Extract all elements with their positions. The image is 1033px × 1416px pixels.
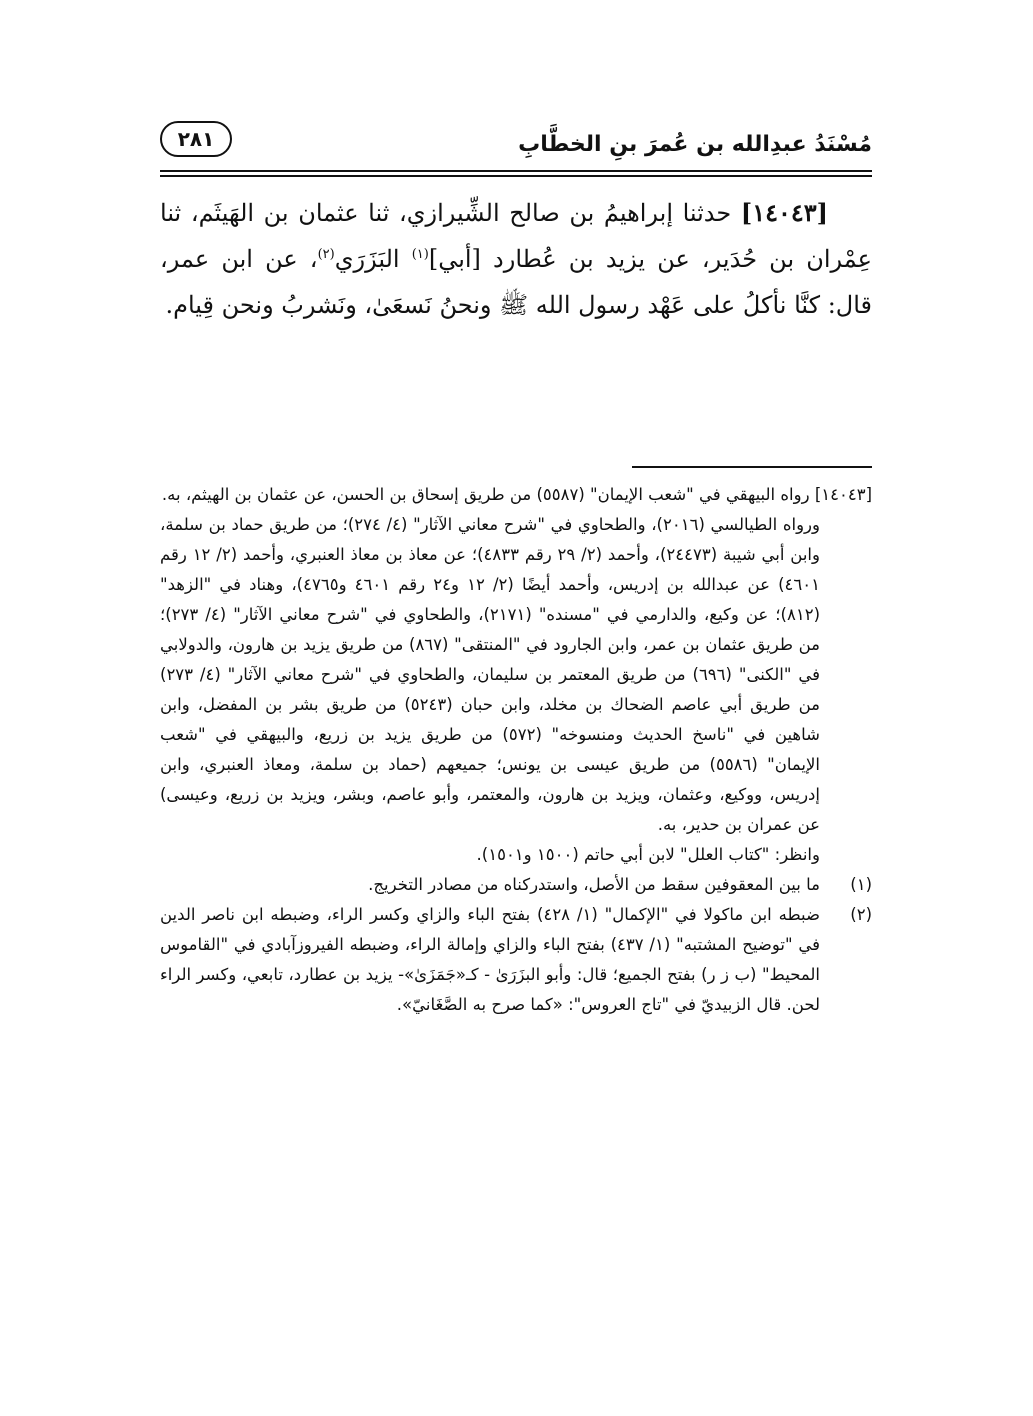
header-rule-bottom (160, 175, 872, 177)
footnote-1-text: ما بين المعقوفين سقط من الأصل، واستدركناه من مصادر التخريج. (368, 875, 820, 894)
hadith-paragraph (160, 190, 872, 328)
footnote-1-marker: (١) (850, 875, 872, 894)
takhrij-paragraph-1 (160, 480, 872, 510)
running-title: مُسْنَدُ عبدِالله بن عُمرَ بنِ الخطَّابِ (518, 132, 872, 157)
footnote-2-marker: (٢) (850, 905, 872, 924)
hadith-text-part1: حدثنا إبراهيمُ بن صالح الشِّيرازي، ثنا عثمان بن الهَيثَم، ثنا عِمْران بن حُدَير، عن يزيد بن عُطارد [أبي] (160, 199, 872, 273)
page-number: ٢٨١ (160, 121, 232, 157)
takhrij-label: [١٤٠٤٣] (814, 485, 872, 504)
footnotes (160, 480, 872, 1020)
header-rule-top (160, 170, 872, 172)
footnote-ref-2: (٢) (317, 247, 335, 262)
footnote-2 (160, 900, 872, 1020)
hadith-text-part2: البَزَرَي (334, 245, 412, 273)
hadith-number: [١٤٠٤٣] (740, 198, 828, 227)
takhrij-paragraph-2: ورواه الطيالسي (٢٠١٦)، والطحاوي في "شرح معاني الآثار" (٤/ ٢٧٤)؛ من طريق حماد بن سلمة، وابن أبي شيبة (٢٤٤٧٣)، وأحمد (٢/ ٢٩ رقم ٤٨٣٣)؛ عن معاذ بن معاذ العنبري، وأحمد (٢/ ١٢ رقم ٤٦٠١) عن عبدالله بن إدريس، وأحمد أيضًا (٢/ ١٢ و٢٤ رقم ٤٦٠١ و٤٧٦٥)، وهناد في "الزهد" (٨١٢)؛ عن وكيع، والدارمي في "مسنده" (٢١٧١)، والطحاوي في "شرح معاني الآثار" (٤/ ٢٧٣)؛ من طريق عثمان بن عمر، وابن الجارود في "المنتقى" (٨٦٧) من طريق يزيد بن هارون، والدولابي في "الكنى" (٦٩٦) من طريق المعتمر بن سليمان، والطحاوي في "شرح معاني الآثار" (٤/ ٢٧٣) من طريق أبي عاصم الضحاك بن مخلد، وابن حبان (٥٢٤٣) من طريق بشر بن المفضل، وابن شاهين في "ناسخ الحديث ومنسوخه" (٥٧٢) من طريق يزيد بن زريع، والبيهقي في "شعب الإيمان" (٥٥٨٦) من طريق عيسى بن يونس؛ جميعهم (حماد بن سلمة، ومعاذ العنبري، وابن إدريس، ووكيع، وعثمان، ويزيد بن هارون، والمعتمر، وأبو عاصم، وبشر، ويزيد بن زريع، وعيسى) عن عمران بن حدير، به. (160, 515, 821, 834)
footnote-1 (160, 870, 872, 900)
takhrij-paragraph-3: وانظر: "كتاب العلل" لابن أبي حاتم (١٥٠٠ و١٥٠١). (476, 845, 820, 864)
page-header (160, 116, 872, 166)
takhrij-line-1: رواه البيهقي في "شعب الإيمان" (٥٥٨٧) من طريق إسحاق بن الحسن، عن عثمان بن الهيثم، به. (161, 485, 815, 504)
hadith-text (160, 190, 872, 328)
hadith-text-part3: ، عن ابن عمر، قال: كنَّا نأكلُ على عَهْد رسول الله ﷺ ونحنُ نَسعَىٰ، ونَشربُ ونحن قِيام. (160, 245, 872, 319)
footnote-2-text: ضبطه ابن ماكولا في "الإكمال" (١/ ٤٢٨) بفتح الباء والزاي وكسر الراء، وضبطه ابن ناصر الدين في "توضيح المشتبه" (١/ ٤٣٧) بفتح الباء والزاي وإمالة الراء، وضبطه الفيروزآبادي في "القاموس المحيط" (ب ز ر) بفتح الجميع؛ قال: وأبو البزَرَىٰ - كـ«جَمَزَىٰ»- يزيد بن عطارد، تابعي، وكسر الراء لحن. قال الزبيديّ في "تاج العروس": «كما صرح به الصَّغَانيّ». (160, 905, 820, 1014)
footnote-ref-1: (١) (411, 247, 429, 262)
footnote-separator (632, 466, 872, 468)
